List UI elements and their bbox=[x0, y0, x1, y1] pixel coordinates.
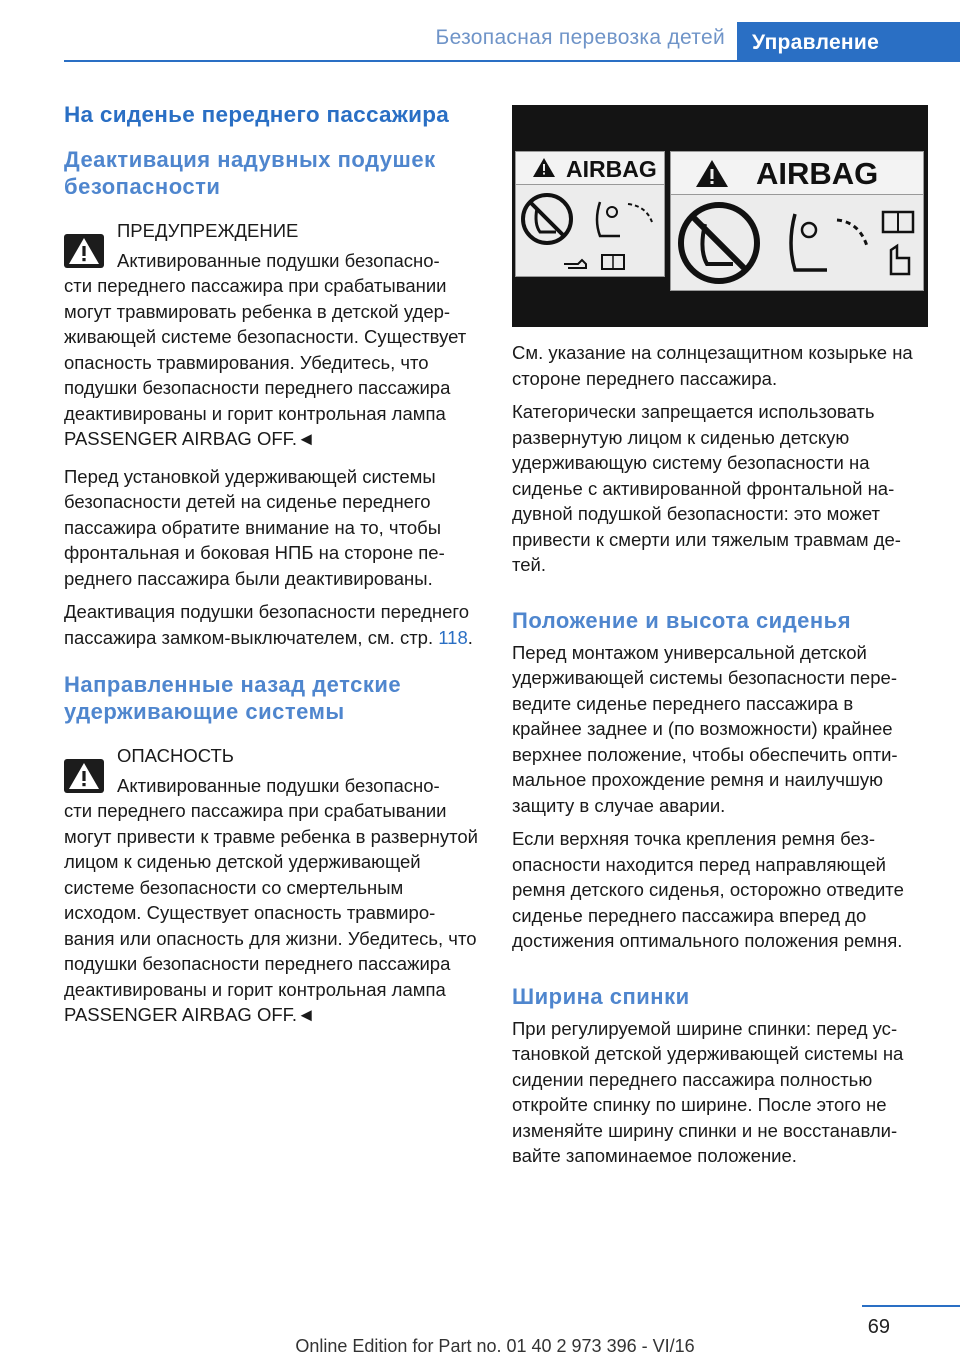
warning-text: сти переднего пассажира при срабатывании могут травмировать ребенка в детской удерживающей системе безопасности. Существует опасность травмирования. Убедитесь, что подушки безопасности переднего пассажира деактивированы и горит контрольная лампа PASSENGER AIRBAG OFF.◄ bbox=[64, 275, 467, 449]
airbag-sticker-small bbox=[515, 151, 665, 277]
chapter-tab: Управление bbox=[737, 22, 960, 62]
heading-front-seat: На сиденье переднего пассажира bbox=[64, 102, 450, 127]
warning-triangle-icon bbox=[695, 159, 729, 188]
paragraph-backrest-width: При регулируемой ширине спинки: перед установкой детской удерживающей системы на сидении переднего пассажира полностью откройте спинку по ширине. После этого не изменяйте ширину спинки и не восстанавливайте запоминаемое положение. bbox=[512, 1017, 904, 1166]
page-number: 69 bbox=[867, 1316, 890, 1338]
sticker-label: AIRBAG bbox=[566, 156, 657, 182]
warning-title: ПРЕДУПРЕЖДЕНИЕ bbox=[117, 220, 299, 241]
warning-triangle-icon bbox=[64, 759, 104, 793]
warning-triangle-icon bbox=[532, 157, 556, 178]
running-header-section: Безопасная перевозка детей bbox=[435, 26, 725, 49]
warning-block-1 bbox=[64, 218, 479, 452]
paragraph-seat-position: Перед монтажом универсальной детской удерживающей системы безопасности переведите сиденье переднего пассажира в крайнее заднее и (по возможности) крайнее верхнее положение, чтобы обеспечить оптимальное прохождение ремня и наилучшую защиту в случае аварии. bbox=[512, 641, 898, 816]
warning-block-2 bbox=[64, 743, 479, 1028]
warning-first-line: Активированные подушки безопасно- bbox=[117, 249, 440, 271]
paragraph-upper-point: Если верхняя точка крепления ремня безопасности находится перед направляющей ремня детского сиденья, осторожно отведите сиденье переднего пассажира вперед до достижения оптимального положения ремня. bbox=[512, 828, 904, 951]
paragraph-forbidden: Категорически запрещается использовать развернутую лицом к сиденью детскую удерживающую систему безопасности на сиденье с активированной фронтальной надувной подушкой безопасности: это может привести к смерти или тяжелым травмам детей. bbox=[512, 401, 901, 575]
paragraph-see-note: См. указание на солнцезащитном козырьке на стороне переднего пассажира. bbox=[512, 342, 913, 389]
page-link[interactable]: 118 bbox=[438, 626, 468, 648]
paragraph-before-install: Перед установкой удерживающей системы безопасности детей на сиденье переднего пассажира обратите внимание на то, чтобы фронтальная и боковая НПБ на стороне переднего пассажира были деактивированы. bbox=[64, 465, 445, 589]
right-column bbox=[512, 105, 928, 1169]
heading-seat-position: Положение и высота сиденья bbox=[512, 607, 852, 633]
no-child-seat-icon bbox=[520, 190, 660, 248]
no-child-seat-icon bbox=[677, 200, 919, 286]
airbag-sticker-photo bbox=[512, 105, 928, 327]
hand-book-icon bbox=[560, 252, 630, 272]
heading-rear-facing: Направленные назад детские удерживающие системы bbox=[64, 672, 402, 724]
warning-text: сти переднего пассажира при срабатывании могут привести к травме ребенка в развернутой лицом к сиденью детской удерживающей системе безопасности со смертельным исходом. Существует опасность травмирования или опасность для жизни. Убедитесь, что подушки безопасности переднего пассажира деактивированы и горит контрольная лампа PASSENGER AIRBAG OFF.◄ bbox=[64, 800, 478, 1025]
deactivation-text: Деактивация подушки безопасности переднего пассажира замком-выключателем, см. стр. bbox=[64, 601, 470, 648]
paragraph-deactivation-ref bbox=[64, 599, 479, 650]
header-rule bbox=[64, 60, 737, 62]
airbag-sticker-large bbox=[670, 151, 924, 291]
deactivation-end: . bbox=[467, 626, 473, 648]
warning-triangle-icon bbox=[64, 234, 104, 268]
left-column bbox=[64, 100, 479, 1028]
heading-backrest-width: Ширина спинки bbox=[512, 983, 690, 1009]
footer-rule bbox=[862, 1305, 960, 1307]
warning-title: ОПАСНОСТЬ bbox=[117, 745, 234, 766]
warning-first-line: Активированные подушки безопасно- bbox=[117, 774, 440, 796]
edition-footer: Online Edition for Part no. 01 40 2 973 396 - VI/16 bbox=[295, 1336, 695, 1356]
heading-deactivation: Деактивация надувных подушек безопасности bbox=[64, 147, 436, 199]
sticker-label: AIRBAG bbox=[756, 156, 879, 191]
